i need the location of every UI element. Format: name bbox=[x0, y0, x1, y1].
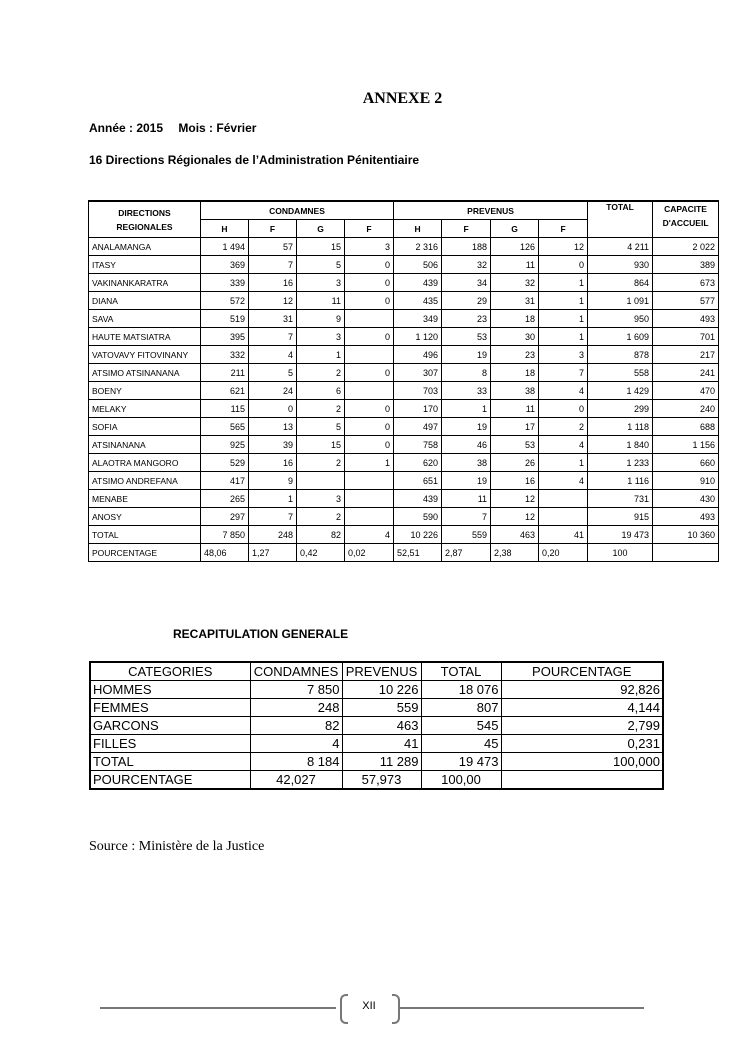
cell-value: 31 bbox=[491, 292, 539, 310]
table-row bbox=[89, 382, 719, 400]
cell-value: 12 bbox=[491, 508, 539, 526]
recap-row bbox=[90, 717, 663, 735]
table-row bbox=[89, 274, 719, 292]
cell-value: 10 360 bbox=[653, 526, 719, 544]
cell-value: 878 bbox=[588, 346, 653, 364]
region-name: VATOVAVY FITOVINANY bbox=[89, 346, 201, 364]
cell-value: 4 bbox=[539, 436, 588, 454]
header-directions: DIRECTIONS REGIONALES bbox=[89, 201, 201, 238]
cell-value: 188 bbox=[442, 238, 491, 256]
recap-title: RECAPITULATION GENERALE bbox=[173, 627, 349, 641]
region-name: ANALAMANGA bbox=[89, 238, 201, 256]
cell-value: 2 bbox=[539, 418, 588, 436]
cell-value: 463 bbox=[491, 526, 539, 544]
cell-value: 1 840 bbox=[588, 436, 653, 454]
percent-value: 2,87 bbox=[442, 544, 491, 562]
cell-value: 1 494 bbox=[201, 238, 249, 256]
cell-value: 8 bbox=[442, 364, 491, 382]
recap-value: 41 bbox=[342, 735, 421, 753]
region-name: ALAOTRA MANGORO bbox=[89, 454, 201, 472]
cell-value bbox=[539, 490, 588, 508]
cell-value: 5 bbox=[297, 418, 345, 436]
region-name: ITASY bbox=[89, 256, 201, 274]
cell-value: 2 bbox=[297, 508, 345, 526]
cell-value: 7 bbox=[249, 508, 297, 526]
cell-value: 1 bbox=[539, 274, 588, 292]
cell-value: 910 bbox=[653, 472, 719, 490]
recap-row bbox=[90, 699, 663, 717]
cell-value: 6 bbox=[297, 382, 345, 400]
cell-value: 7 bbox=[539, 364, 588, 382]
region-name: ATSIMO ATSINANANA bbox=[89, 364, 201, 382]
cell-value: 1 233 bbox=[588, 454, 653, 472]
cell-value: 16 bbox=[491, 472, 539, 490]
cell-value: 18 bbox=[491, 364, 539, 382]
directions-title: 16 Directions Régionales de l’Administration Pénitentiaire bbox=[89, 153, 420, 167]
cell-value: 3 bbox=[297, 328, 345, 346]
cell-value: 0 bbox=[345, 364, 394, 382]
cell-value: 82 bbox=[297, 526, 345, 544]
table-row bbox=[89, 364, 719, 382]
table-row bbox=[89, 310, 719, 328]
region-name: HAUTE MATSIATRA bbox=[89, 328, 201, 346]
cell-value: 32 bbox=[442, 256, 491, 274]
recap-row bbox=[90, 753, 663, 771]
cell-value: 1 bbox=[345, 454, 394, 472]
cell-value: 170 bbox=[394, 400, 442, 418]
recap-value: 545 bbox=[421, 717, 501, 735]
category-name: FILLES bbox=[90, 735, 250, 753]
cell-value bbox=[345, 310, 394, 328]
cell-value: 389 bbox=[653, 256, 719, 274]
cell-value bbox=[297, 472, 345, 490]
percent-value: 100,00 bbox=[421, 771, 501, 790]
region-name: BOENY bbox=[89, 382, 201, 400]
cell-value: 240 bbox=[653, 400, 719, 418]
cell-value: 4 bbox=[539, 472, 588, 490]
cell-value: 11 bbox=[491, 256, 539, 274]
cell-value bbox=[345, 490, 394, 508]
subheader-prevenus: F bbox=[442, 220, 491, 238]
cell-value: 332 bbox=[201, 346, 249, 364]
cell-value: 0 bbox=[345, 274, 394, 292]
cell-value: 11 bbox=[297, 292, 345, 310]
table-row bbox=[89, 346, 719, 364]
cell-value bbox=[345, 508, 394, 526]
cell-value: 930 bbox=[588, 256, 653, 274]
cell-value: 2 bbox=[297, 364, 345, 382]
recap-value: 807 bbox=[421, 699, 501, 717]
cell-value: 0 bbox=[345, 292, 394, 310]
recap-header: CATEGORIES bbox=[90, 662, 250, 681]
region-name: VAKINANKARATRA bbox=[89, 274, 201, 292]
cell-value: 651 bbox=[394, 472, 442, 490]
cell-value: 4 bbox=[249, 346, 297, 364]
table-row bbox=[89, 454, 719, 472]
annex-title: ANNEXE 2 bbox=[362, 90, 443, 107]
cell-value: 126 bbox=[491, 238, 539, 256]
cell-value: 7 850 bbox=[201, 526, 249, 544]
cell-value: 915 bbox=[588, 508, 653, 526]
cell-value: 731 bbox=[588, 490, 653, 508]
cell-value bbox=[345, 472, 394, 490]
table-row bbox=[89, 472, 719, 490]
table-row bbox=[89, 256, 719, 274]
percent-value: 100 bbox=[588, 544, 653, 562]
cell-value: 950 bbox=[588, 310, 653, 328]
table-row bbox=[89, 526, 719, 544]
percentage-row bbox=[89, 544, 719, 562]
category-name: GARCONS bbox=[90, 717, 250, 735]
cell-value: 493 bbox=[653, 310, 719, 328]
cell-value: 11 bbox=[491, 400, 539, 418]
cell-value: 660 bbox=[653, 454, 719, 472]
cell-value: 19 bbox=[442, 472, 491, 490]
cell-value: 38 bbox=[491, 382, 539, 400]
cell-value: 2 bbox=[297, 400, 345, 418]
cell-value: 265 bbox=[201, 490, 249, 508]
category-name: FEMMES bbox=[90, 699, 250, 717]
cell-value: 32 bbox=[491, 274, 539, 292]
category-name: TOTAL bbox=[90, 753, 250, 771]
cell-value: 1 bbox=[539, 454, 588, 472]
region-name: MENABE bbox=[89, 490, 201, 508]
cell-value: 339 bbox=[201, 274, 249, 292]
cell-value: 395 bbox=[201, 328, 249, 346]
percent-value: 48,06 bbox=[201, 544, 249, 562]
percent-value: 0,42 bbox=[297, 544, 345, 562]
recap-value: 4,144 bbox=[501, 699, 663, 717]
recap-value: 19 473 bbox=[421, 753, 501, 771]
cell-value: 3 bbox=[539, 346, 588, 364]
cell-value: 16 bbox=[249, 454, 297, 472]
cell-value bbox=[345, 346, 394, 364]
cell-value: 34 bbox=[442, 274, 491, 292]
cell-value: 529 bbox=[201, 454, 249, 472]
percent-value: 1,27 bbox=[249, 544, 297, 562]
region-name: ATSIMO ANDREFANA bbox=[89, 472, 201, 490]
cell-value: 1 116 bbox=[588, 472, 653, 490]
cell-value: 41 bbox=[539, 526, 588, 544]
cell-value: 5 bbox=[297, 256, 345, 274]
cell-value: 0 bbox=[345, 418, 394, 436]
cell-value: 1 bbox=[539, 310, 588, 328]
cell-value: 12 bbox=[539, 238, 588, 256]
recap-header: TOTAL bbox=[421, 662, 501, 681]
table-row bbox=[89, 292, 719, 310]
cell-value: 0 bbox=[539, 256, 588, 274]
subheader-condamnes: H bbox=[201, 220, 249, 238]
cell-value: 46 bbox=[442, 436, 491, 454]
recap-value: 248 bbox=[250, 699, 342, 717]
recap-value: 2,799 bbox=[501, 717, 663, 735]
cell-value: 1 bbox=[539, 328, 588, 346]
recap-value: 8 184 bbox=[250, 753, 342, 771]
cell-value: 701 bbox=[653, 328, 719, 346]
region-name: DIANA bbox=[89, 292, 201, 310]
table-row bbox=[89, 328, 719, 346]
year-label: Année : 2015 bbox=[89, 121, 164, 135]
cell-value: 29 bbox=[442, 292, 491, 310]
header-capacite: CAPACITE D'ACCUEIL bbox=[653, 201, 719, 238]
row-label: POURCENTAGE bbox=[89, 544, 201, 562]
cell-value: 1 120 bbox=[394, 328, 442, 346]
cell-value: 430 bbox=[653, 490, 719, 508]
cell-value: 439 bbox=[394, 274, 442, 292]
region-name: ANOSY bbox=[89, 508, 201, 526]
region-name: TOTAL bbox=[89, 526, 201, 544]
cell-value: 15 bbox=[297, 238, 345, 256]
cell-value: 0 bbox=[539, 400, 588, 418]
cell-value: 7 bbox=[249, 328, 297, 346]
cell-value: 297 bbox=[201, 508, 249, 526]
cell-value: 925 bbox=[201, 436, 249, 454]
cell-value: 0 bbox=[345, 256, 394, 274]
month-label: Mois : Février bbox=[178, 121, 257, 135]
regional-directions-table bbox=[88, 200, 719, 562]
recap-row bbox=[90, 735, 663, 753]
cell-value: 23 bbox=[442, 310, 491, 328]
cell-value: 9 bbox=[249, 472, 297, 490]
cell-value: 307 bbox=[394, 364, 442, 382]
cell-value: 506 bbox=[394, 256, 442, 274]
recap-header: PREVENUS bbox=[342, 662, 421, 681]
recap-header: CONDAMNES bbox=[250, 662, 342, 681]
subheader-prevenus: F bbox=[539, 220, 588, 238]
recap-value: 92,826 bbox=[501, 681, 663, 699]
cell-value: 417 bbox=[201, 472, 249, 490]
percent-value: 0,02 bbox=[345, 544, 394, 562]
header-condamnes: CONDAMNES bbox=[201, 201, 394, 220]
percent-value: 52,51 bbox=[394, 544, 442, 562]
cell-value: 26 bbox=[491, 454, 539, 472]
cell-value: 621 bbox=[201, 382, 249, 400]
region-name: ATSINANANA bbox=[89, 436, 201, 454]
cell-value: 2 316 bbox=[394, 238, 442, 256]
recap-value: 10 226 bbox=[342, 681, 421, 699]
cell-value: 1 156 bbox=[653, 436, 719, 454]
cell-value: 1 bbox=[297, 346, 345, 364]
cell-value: 9 bbox=[297, 310, 345, 328]
subheader-prevenus: G bbox=[491, 220, 539, 238]
cell-value: 864 bbox=[588, 274, 653, 292]
page-number: XII bbox=[362, 1000, 376, 1012]
cell-value: 0 bbox=[345, 436, 394, 454]
cell-value: 11 bbox=[442, 490, 491, 508]
recap-value: 7 850 bbox=[250, 681, 342, 699]
cell-value: 496 bbox=[394, 346, 442, 364]
subheader-condamnes: F bbox=[345, 220, 394, 238]
cell-value: 577 bbox=[653, 292, 719, 310]
cell-value: 3 bbox=[297, 490, 345, 508]
region-name: SOFIA bbox=[89, 418, 201, 436]
cell-value: 565 bbox=[201, 418, 249, 436]
cell-value: 470 bbox=[653, 382, 719, 400]
percent-value: 2,38 bbox=[491, 544, 539, 562]
table-row bbox=[89, 508, 719, 526]
cell-value: 15 bbox=[297, 436, 345, 454]
table-row bbox=[89, 238, 719, 256]
recap-value: 18 076 bbox=[421, 681, 501, 699]
cell-value: 19 bbox=[442, 418, 491, 436]
table-row bbox=[89, 490, 719, 508]
footer-rule-right bbox=[400, 1007, 644, 1009]
cell-value: 497 bbox=[394, 418, 442, 436]
cell-value: 57 bbox=[249, 238, 297, 256]
cell-value: 688 bbox=[653, 418, 719, 436]
cell-value: 5 bbox=[249, 364, 297, 382]
period-line bbox=[89, 121, 268, 135]
region-name: SAVA bbox=[89, 310, 201, 328]
recap-value: 4 bbox=[250, 735, 342, 753]
cell-value: 703 bbox=[394, 382, 442, 400]
cell-value: 519 bbox=[201, 310, 249, 328]
cell-value: 3 bbox=[297, 274, 345, 292]
cell-value: 53 bbox=[442, 328, 491, 346]
cell-value: 7 bbox=[442, 508, 491, 526]
percent-value: 0,20 bbox=[539, 544, 588, 562]
cell-value bbox=[345, 382, 394, 400]
cell-value: 17 bbox=[491, 418, 539, 436]
cell-value: 558 bbox=[588, 364, 653, 382]
percent-value: 42,027 bbox=[250, 771, 342, 790]
cell-value: 572 bbox=[201, 292, 249, 310]
recap-value: 463 bbox=[342, 717, 421, 735]
cell-value: 13 bbox=[249, 418, 297, 436]
cell-value: 24 bbox=[249, 382, 297, 400]
cell-value: 4 bbox=[345, 526, 394, 544]
cell-value: 369 bbox=[201, 256, 249, 274]
footer-rule-left bbox=[100, 1007, 336, 1009]
cell-value: 241 bbox=[653, 364, 719, 382]
cell-value: 493 bbox=[653, 508, 719, 526]
cell-value: 673 bbox=[653, 274, 719, 292]
cell-value: 559 bbox=[442, 526, 491, 544]
region-name: MELAKY bbox=[89, 400, 201, 418]
recap-value: 0,231 bbox=[501, 735, 663, 753]
cell-value: 1 091 bbox=[588, 292, 653, 310]
cell-value: 33 bbox=[442, 382, 491, 400]
percent-value: 57,973 bbox=[342, 771, 421, 790]
cell-value: 349 bbox=[394, 310, 442, 328]
cell-value: 12 bbox=[491, 490, 539, 508]
cell-value: 19 bbox=[442, 346, 491, 364]
cell-value: 31 bbox=[249, 310, 297, 328]
table-row bbox=[89, 436, 719, 454]
percent-value bbox=[501, 771, 663, 790]
cell-value: 217 bbox=[653, 346, 719, 364]
footer-brace-right bbox=[392, 994, 400, 1024]
subheader-prevenus: H bbox=[394, 220, 442, 238]
cell-value: 211 bbox=[201, 364, 249, 382]
recap-table bbox=[89, 661, 664, 790]
cell-value: 19 473 bbox=[588, 526, 653, 544]
cell-value: 38 bbox=[442, 454, 491, 472]
cell-value: 30 bbox=[491, 328, 539, 346]
recap-row bbox=[90, 681, 663, 699]
percent-value bbox=[653, 544, 719, 562]
header-total: TOTAL bbox=[588, 201, 653, 238]
cell-value: 1 118 bbox=[588, 418, 653, 436]
cell-value: 439 bbox=[394, 490, 442, 508]
cell-value: 4 211 bbox=[588, 238, 653, 256]
cell-value: 7 bbox=[249, 256, 297, 274]
recap-value: 82 bbox=[250, 717, 342, 735]
cell-value: 1 bbox=[249, 490, 297, 508]
cell-value: 39 bbox=[249, 436, 297, 454]
cell-value: 2 022 bbox=[653, 238, 719, 256]
cell-value: 1 bbox=[442, 400, 491, 418]
cell-value: 1 429 bbox=[588, 382, 653, 400]
subheader-condamnes: F bbox=[249, 220, 297, 238]
cell-value: 18 bbox=[491, 310, 539, 328]
cell-value: 248 bbox=[249, 526, 297, 544]
header-prevenus: PREVENUS bbox=[394, 201, 588, 220]
table-row bbox=[89, 400, 719, 418]
cell-value: 0 bbox=[249, 400, 297, 418]
recap-value: 559 bbox=[342, 699, 421, 717]
cell-value: 0 bbox=[345, 400, 394, 418]
cell-value: 590 bbox=[394, 508, 442, 526]
cell-value: 620 bbox=[394, 454, 442, 472]
cell-value: 23 bbox=[491, 346, 539, 364]
cell-value: 758 bbox=[394, 436, 442, 454]
recap-header: POURCENTAGE bbox=[501, 662, 663, 681]
recap-percentage-row bbox=[90, 771, 663, 790]
cell-value: 0 bbox=[345, 328, 394, 346]
source-note: Source : Ministère de la Justice bbox=[89, 839, 265, 854]
row-label: POURCENTAGE bbox=[90, 771, 250, 790]
category-name: HOMMES bbox=[90, 681, 250, 699]
cell-value: 115 bbox=[201, 400, 249, 418]
cell-value: 4 bbox=[539, 382, 588, 400]
cell-value: 16 bbox=[249, 274, 297, 292]
cell-value: 1 609 bbox=[588, 328, 653, 346]
cell-value: 435 bbox=[394, 292, 442, 310]
recap-value: 100,000 bbox=[501, 753, 663, 771]
subheader-condamnes: G bbox=[297, 220, 345, 238]
cell-value: 3 bbox=[345, 238, 394, 256]
recap-value: 11 289 bbox=[342, 753, 421, 771]
cell-value: 1 bbox=[539, 292, 588, 310]
cell-value: 299 bbox=[588, 400, 653, 418]
cell-value: 12 bbox=[249, 292, 297, 310]
cell-value: 10 226 bbox=[394, 526, 442, 544]
table-row bbox=[89, 418, 719, 436]
cell-value: 53 bbox=[491, 436, 539, 454]
recap-value: 45 bbox=[421, 735, 501, 753]
cell-value bbox=[539, 508, 588, 526]
cell-value: 2 bbox=[297, 454, 345, 472]
